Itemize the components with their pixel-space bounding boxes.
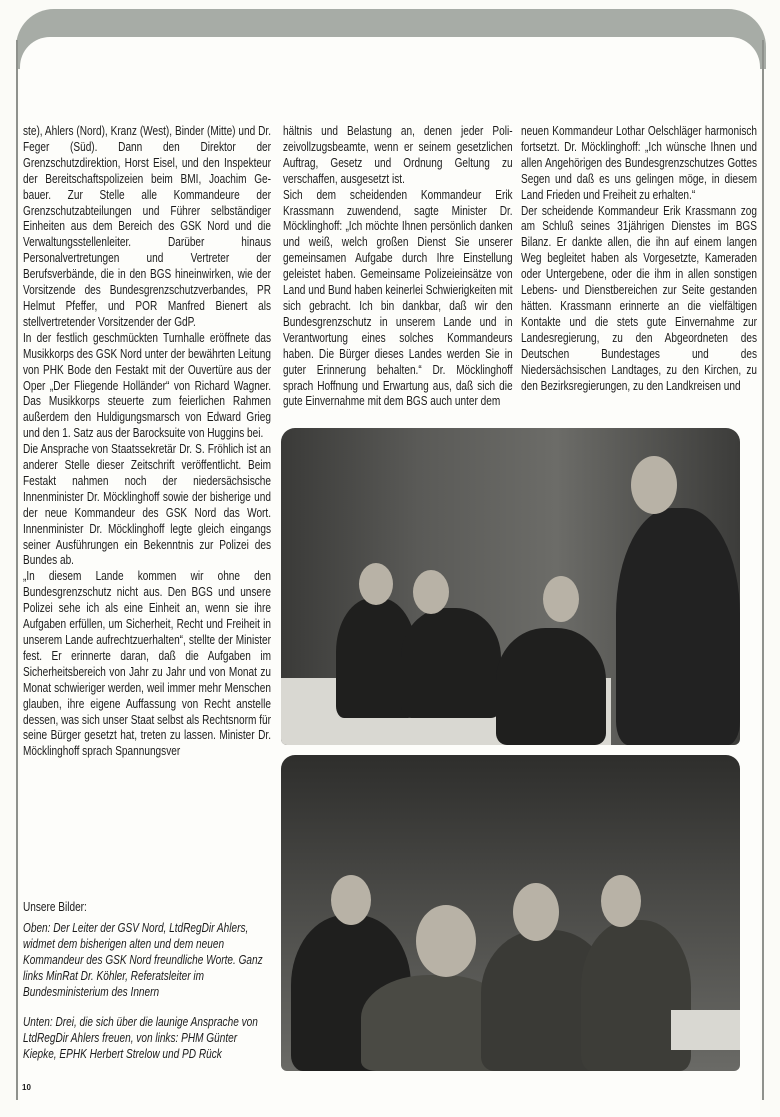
article-column-3 [521, 124, 757, 394]
photo-head [331, 875, 371, 925]
photo-top [281, 428, 740, 745]
paragraph: Die Ansprache von Staatssekretär Dr. S. Fröhlich ist an anderer Stelle dieser Zeitschrift veröffentlicht. Beim Festakt nahmen noch der niedersächsische Innenminister Dr. Möcklinghoff sowie der bisherige und der neue Kommandeur des GSK Nord das Wort. Innenminister Dr. Möcklinghoff legte gleich eingangs seiner Ausführungen ein Bekenntnis zur Polizei des Bundes ab. [23, 442, 271, 568]
photo-head [359, 563, 393, 605]
article-column-1 [23, 124, 271, 760]
photo-bottom [281, 755, 740, 1071]
left-border [16, 40, 18, 1100]
photo-person [496, 628, 606, 745]
right-border [762, 40, 764, 1100]
paragraph: „In diesem Lande kommen wir ohne den Bundesgrenzschutz nicht aus. Den BGS und unsere Polizei sehe ich als eine Einheit an, wenn sie ihre Aufgaben erfüllen, um Sicherheit, Recht und Freiheit in unserem Lande aufrechtzuerhalten“, stellte der Minister fest. Er erinnerte daran, daß die Aufgaben im Sicherheitsbereich von Jahr zu Jahr und von Monat zu Monat schwieriger werden, weil immer mehr Menschen glauben, ihre eigene Auffassung von Recht anstelle dessen, was sich unser Staat selbst als Rechtsnorm für seine Bürger gesetzt hat, treten zu lassen. Minister Dr. Möcklinghoff sprach Spannungsver [23, 569, 271, 759]
caption-top: Oben: Der Leiter der GSV Nord, LtdRegDir Ahlers, widmet dem bisherigen alten und dem neuen Kommandeur des GSK Nord freundliche Worte. Ganz links MinRat Dr. Köhler, Referatsleiter im Bundesministerium des Innern [23, 921, 263, 999]
paragraph: Sich dem scheidenden Kommandeur Erik Krassmann zuwendend, sagte Minister Dr. Möcklinghoff: „Ich möchte Ihnen persönlich danken und weiß, welch großen Dienst Sie unserer gemeinsamen Aufgabe durch Ihre Einstellung geleistet haben. Gemeinsame Polizeieinsätze von Land und Bund haben keinerlei Schwierigkeiten mit sich gebracht. Ich bin dankbar, daß wir den Bundesgrenzschutz in unserem Lande und in Verantwortung eines solches Kommandeurs haben. Die Bürger dieses Landes werden Sie in guter Erinnerung behalten.“ Dr. Möcklinghoff sprach Hoffnung und Erwartung aus, daß sich die gute Einvernahme mit dem BGS auch unter dem [283, 187, 513, 409]
captions-heading: Unsere Bilder: [23, 900, 87, 914]
photo-head [413, 570, 449, 614]
page-number: 10 [22, 1083, 31, 1092]
paragraph: hältnis und Belastung an, denen jeder Polizeivollzugsbeamte, wenn er seinem gesetzlichen Auftrag, Gesetz und Ordnung Geltung zu verschaffen, ausgesetzt ist. [283, 124, 513, 186]
photo-person [616, 508, 740, 745]
paragraph: neuen Kommandeur Lothar Oelschläger harmonisch fortsetzt. Dr. Möcklinghoff: „Ich wünsche Ihnen und allen Angehörigen des Bundesgrenzschutzes Gottes Segen und daß es uns gelingen möge, in diesem Land Frieden und Freiheit zu erhalten.“ [521, 124, 757, 202]
photo-head [543, 576, 579, 622]
photo-table [671, 1010, 740, 1050]
photo-head [416, 905, 476, 977]
paragraph: ste), Ahlers (Nord), Kranz (West), Binder (Mitte) und Dr. Feger (Süd). Dann den Direktor der Grenzschutzdirektion, Horst Eisel, und den Inspekteur der Bereitschaftspolizeien beim BMI, Joachim Gebauer. Zur Stelle alle Kommandeure der Grenzschutzabteilungen und Führer selbständiger Einheiten aus dem Bereich des GSK Nord und die Verwaltungsstellenleiter. Darüber hinaus Personalvertretungen und Vertreter der Berufsverbände, die in den BGS hineinwirken, wie der Vorsitzende des Bundesgrenzschutzverbandes, PR Helmut Pfeffer, und POR Manfred Bienert als stellvertretender Vorsitzender der GdP. [23, 124, 271, 329]
photo-person [401, 608, 501, 718]
photo-head [631, 456, 677, 514]
paragraph: Der scheidende Kommandeur Erik Krassmann zog am Schluß seines 31jährigen Dienstes im BGS Bilanz. Er dankte allen, die ihn auf einem langen Weg begleitet haben als Vorgesetzte, Kameraden oder Untergebene, oder die ihm in allen sonstigen Lebens- und Dienstbereichen zur Seite gestanden hätten. Krassmann erinnerte an die vielfältigen Kontakte und die stets gute Einvernahme zur Landesregierung, zu den Abgeordneten des Deutschen Bundestages und des Niedersächsischen Landtages, zu den Kirchen, zu den Bezirksregierungen, zu den Landkreisen und [521, 203, 757, 393]
caption-bottom: Unten: Drei, die sich über die launige Ansprache von LtdRegDir Ahlers freuen, von links: PHM Günter Kiepke, EPHK Herbert Strelow und PD Rück [23, 1015, 258, 1061]
article-column-2 [283, 124, 513, 410]
photo-head [513, 883, 559, 941]
photo-head [601, 875, 641, 927]
paragraph: In der festlich geschmückten Turnhalle eröffnete das Musikkorps des GSK Nord unter der bewährten Leitung von PHK Bode den Festakt mit der Ouvertüre aus der Oper „Der Fliegende Holländer“ von Richard Wagner. Das Musikkorps steuerte zum feierlichen Rahmen außerdem den Huldigungsmarsch von Edward Grieg und den 1. Satz aus der Barocksuite von Huggins bei. [23, 330, 271, 441]
